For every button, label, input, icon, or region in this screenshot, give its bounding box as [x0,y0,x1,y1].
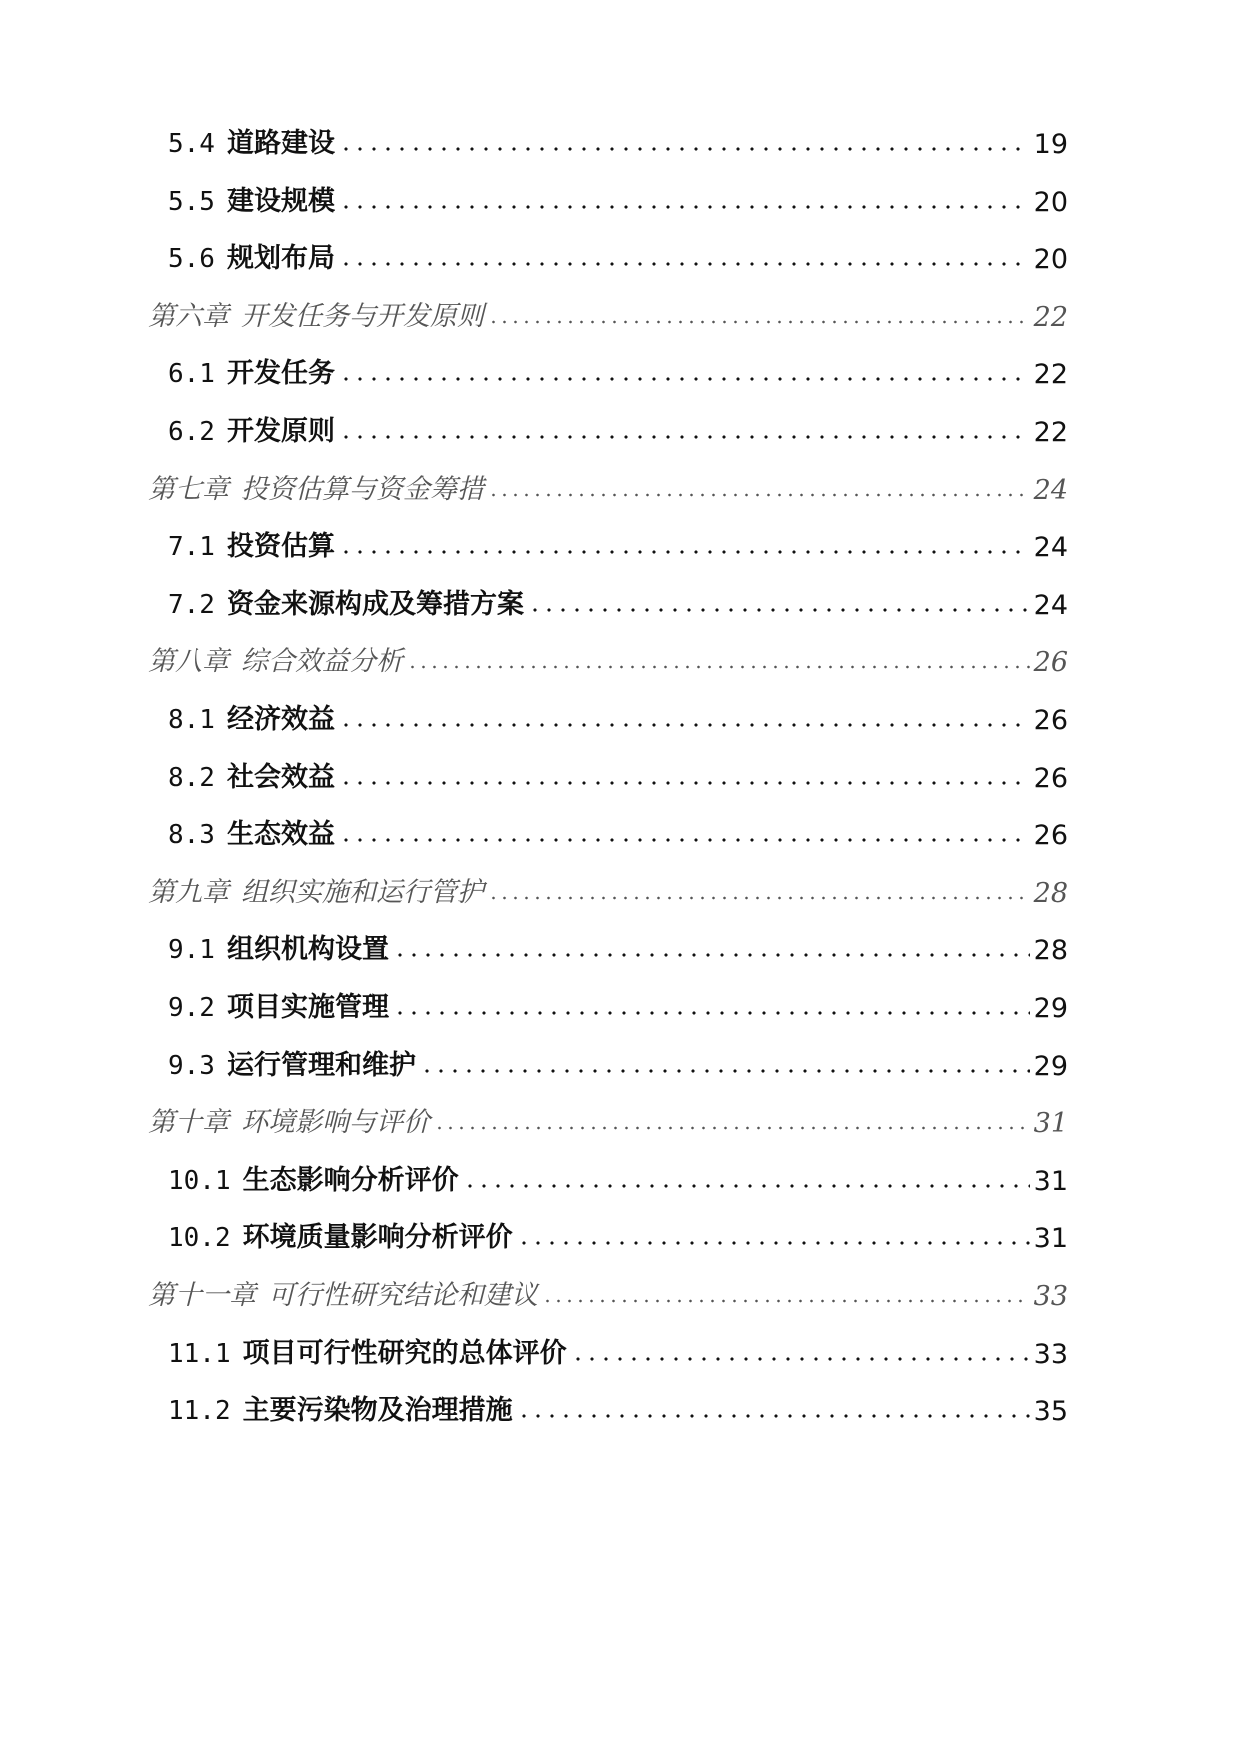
toc-section-entry[interactable] [168,696,1068,736]
toc-entry-title: 综合效益分析 [241,646,403,678]
toc-entry-number: 8.2 [168,762,215,793]
toc-section-entry[interactable] [168,178,1068,218]
toc-page-number: 29 [1033,1050,1068,1082]
toc-entry-title: 组织实施和运行管护 [241,876,484,908]
toc-entry-label [148,870,484,909]
toc-dot-leader [339,259,1030,269]
toc-chapter-entry[interactable] [148,1272,1068,1312]
toc-entry-title: 环境影响与评价 [241,1107,430,1139]
toc-entry-number: 第十一章 [148,1280,256,1311]
toc-entry-label [148,1100,430,1139]
toc-page-number: 26 [1033,820,1068,852]
toc-section-entry[interactable] [168,754,1068,794]
toc-dot-leader [339,432,1030,442]
toc-page-number: 26 [1033,762,1068,794]
toc-page-number: 33 [1033,1281,1068,1312]
toc-dot-leader [488,490,1030,500]
toc-entry-label [168,179,335,218]
toc-chapter-entry[interactable] [148,293,1068,333]
toc-entry-number: 5.5 [168,186,215,217]
toc-dot-leader [339,144,1030,154]
toc-entry-title: 可行性研究结论和建议 [268,1280,538,1311]
toc-section-entry[interactable] [168,1042,1068,1082]
toc-entry-title: 环境质量影响分析评价 [242,1222,513,1254]
toc-entry-label [168,812,335,851]
toc-entry-number: 9.1 [168,935,215,966]
toc-page-number: 31 [1033,1223,1068,1255]
toc-dot-leader [339,547,1030,557]
toc-entry-number: 9.3 [168,1050,215,1081]
toc-entry-label [168,236,335,275]
toc-dot-leader [393,950,1030,960]
toc-entry-label [168,927,389,966]
toc-dot-leader [517,1411,1030,1421]
toc-dot-leader [339,374,1030,384]
toc-entry-title: 运行管理和维护 [226,1049,416,1081]
toc-dot-leader [517,1238,1030,1248]
toc-page-number: 28 [1033,935,1068,967]
toc-entry-number: 第九章 [148,876,229,908]
toc-entry-number: 9.2 [168,993,215,1023]
toc-section-entry[interactable] [168,581,1068,621]
toc-entry-number: 8.3 [168,820,215,851]
toc-page-number: 22 [1033,301,1068,333]
toc-page-number: 22 [1033,359,1068,391]
toc-entry-number: 第十章 [148,1107,229,1139]
toc-entry-number: 6.1 [168,359,215,390]
toc-section-entry[interactable] [168,235,1068,275]
toc-dot-leader [393,1008,1030,1018]
toc-entry-label [168,1388,513,1427]
toc-dot-leader [528,605,1030,615]
toc-entry-title: 开发任务 [226,358,335,390]
toc-dot-leader [571,1354,1030,1364]
toc-dot-leader [434,1123,1030,1133]
toc-section-entry[interactable] [168,408,1068,448]
toc-entry-label [168,1215,513,1254]
toc-entry-number: 第八章 [148,646,229,678]
toc-section-entry[interactable] [168,984,1068,1024]
toc-entry-number: 11.1 [168,1338,231,1369]
toc-page-number: 33 [1033,1338,1068,1370]
toc-entry-title: 道路建设 [226,128,335,159]
toc-page-number: 31 [1033,1165,1068,1197]
toc-chapter-entry[interactable] [148,869,1068,909]
toc-page-number: 24 [1033,532,1068,564]
toc-page-number: 24 [1033,474,1068,506]
toc-entry-title: 开发原则 [226,416,335,447]
toc-entry-label [168,755,335,794]
toc-page-number: 26 [1033,647,1068,679]
toc-entry-number: 7.2 [168,589,215,620]
toc-entry-number: 11.2 [168,1396,231,1427]
toc-entry-number: 7.1 [168,532,215,563]
toc-entry-label [168,1331,567,1370]
toc-entry-number: 8.1 [168,705,215,735]
toc-page-number: 28 [1033,877,1068,909]
toc-entry-title: 规划布局 [226,243,335,275]
toc-dot-leader [542,1296,1030,1306]
toc-dot-leader [463,1181,1030,1191]
toc-section-entry[interactable] [168,350,1068,390]
toc-entry-title: 主要污染物及治理措施 [242,1395,513,1427]
toc-entry-title: 投资估算 [226,531,335,563]
toc-entry-number: 10.1 [168,1165,231,1196]
toc-dot-leader [488,317,1030,327]
toc-entry-number: 第六章 [148,300,229,332]
toc-page-number: 35 [1033,1396,1068,1428]
toc-entry-title: 资金来源构成及筹措方案 [226,588,524,620]
toc-entry-number: 第七章 [148,473,229,505]
toc-page-number: 20 [1033,186,1068,218]
toc-entry-number: 6.2 [168,417,215,447]
toc-page-number: 20 [1033,244,1068,276]
toc-section-entry[interactable] [168,523,1068,563]
toc-chapter-entry[interactable] [148,1099,1068,1139]
toc-section-entry[interactable] [168,1214,1068,1254]
toc-entry-label [148,467,484,506]
toc-entry-label [168,1158,459,1197]
toc-page-number: 29 [1033,993,1068,1024]
toc-dot-leader [488,893,1030,903]
toc-entry-title: 生态影响分析评价 [242,1164,459,1196]
toc-entry-title: 经济效益 [226,704,335,735]
toc-entry-title: 投资估算与资金筹措 [241,473,484,505]
toc-entry-label [168,985,389,1024]
toc-entry-label [168,582,524,621]
toc-page-number: 19 [1033,129,1068,160]
toc-entry-title: 组织机构设置 [226,934,389,966]
toc-dot-leader [339,778,1030,788]
toc-section-entry[interactable] [168,811,1068,851]
toc-dot-leader [339,202,1030,212]
toc-entry-label [168,524,335,563]
toc-dot-leader [339,835,1030,845]
toc-entry-label [168,1043,416,1082]
toc-entry-number: 10.2 [168,1223,231,1254]
toc-section-entry[interactable] [168,1387,1068,1427]
toc-dot-leader [339,720,1030,730]
toc-page-number: 31 [1033,1108,1068,1140]
toc-entry-label [148,639,403,678]
toc-entry-title: 生态效益 [226,819,335,851]
toc-chapter-entry[interactable] [148,466,1068,506]
toc-entry-label [148,294,484,333]
toc-entry-label [168,409,335,448]
toc-entry-label [148,1273,538,1312]
toc-entry-number: 5.6 [168,244,215,275]
toc-section-entry[interactable] [168,1330,1068,1370]
toc-entry-title: 开发任务与开发原则 [241,300,484,332]
toc-entry-title: 项目实施管理 [226,992,389,1023]
toc-section-entry[interactable] [168,926,1068,966]
toc-entry-number: 5.4 [168,129,215,159]
toc-entry-title: 社会效益 [226,761,335,793]
toc-dot-leader [420,1066,1030,1076]
toc-entry-label [168,697,335,736]
toc-page-number: 24 [1033,589,1068,621]
toc-entry-label [168,121,335,160]
toc-entry-title: 项目可行性研究的总体评价 [242,1337,567,1369]
toc-section-entry[interactable] [168,120,1068,160]
toc-page-number: 22 [1033,417,1068,448]
toc-entry-label [168,351,335,390]
toc-chapter-entry[interactable] [148,638,1068,678]
toc-page-number: 26 [1033,705,1068,736]
toc-section-entry[interactable] [168,1157,1068,1197]
toc-dot-leader [407,662,1030,672]
toc-entry-title: 建设规模 [226,185,335,217]
